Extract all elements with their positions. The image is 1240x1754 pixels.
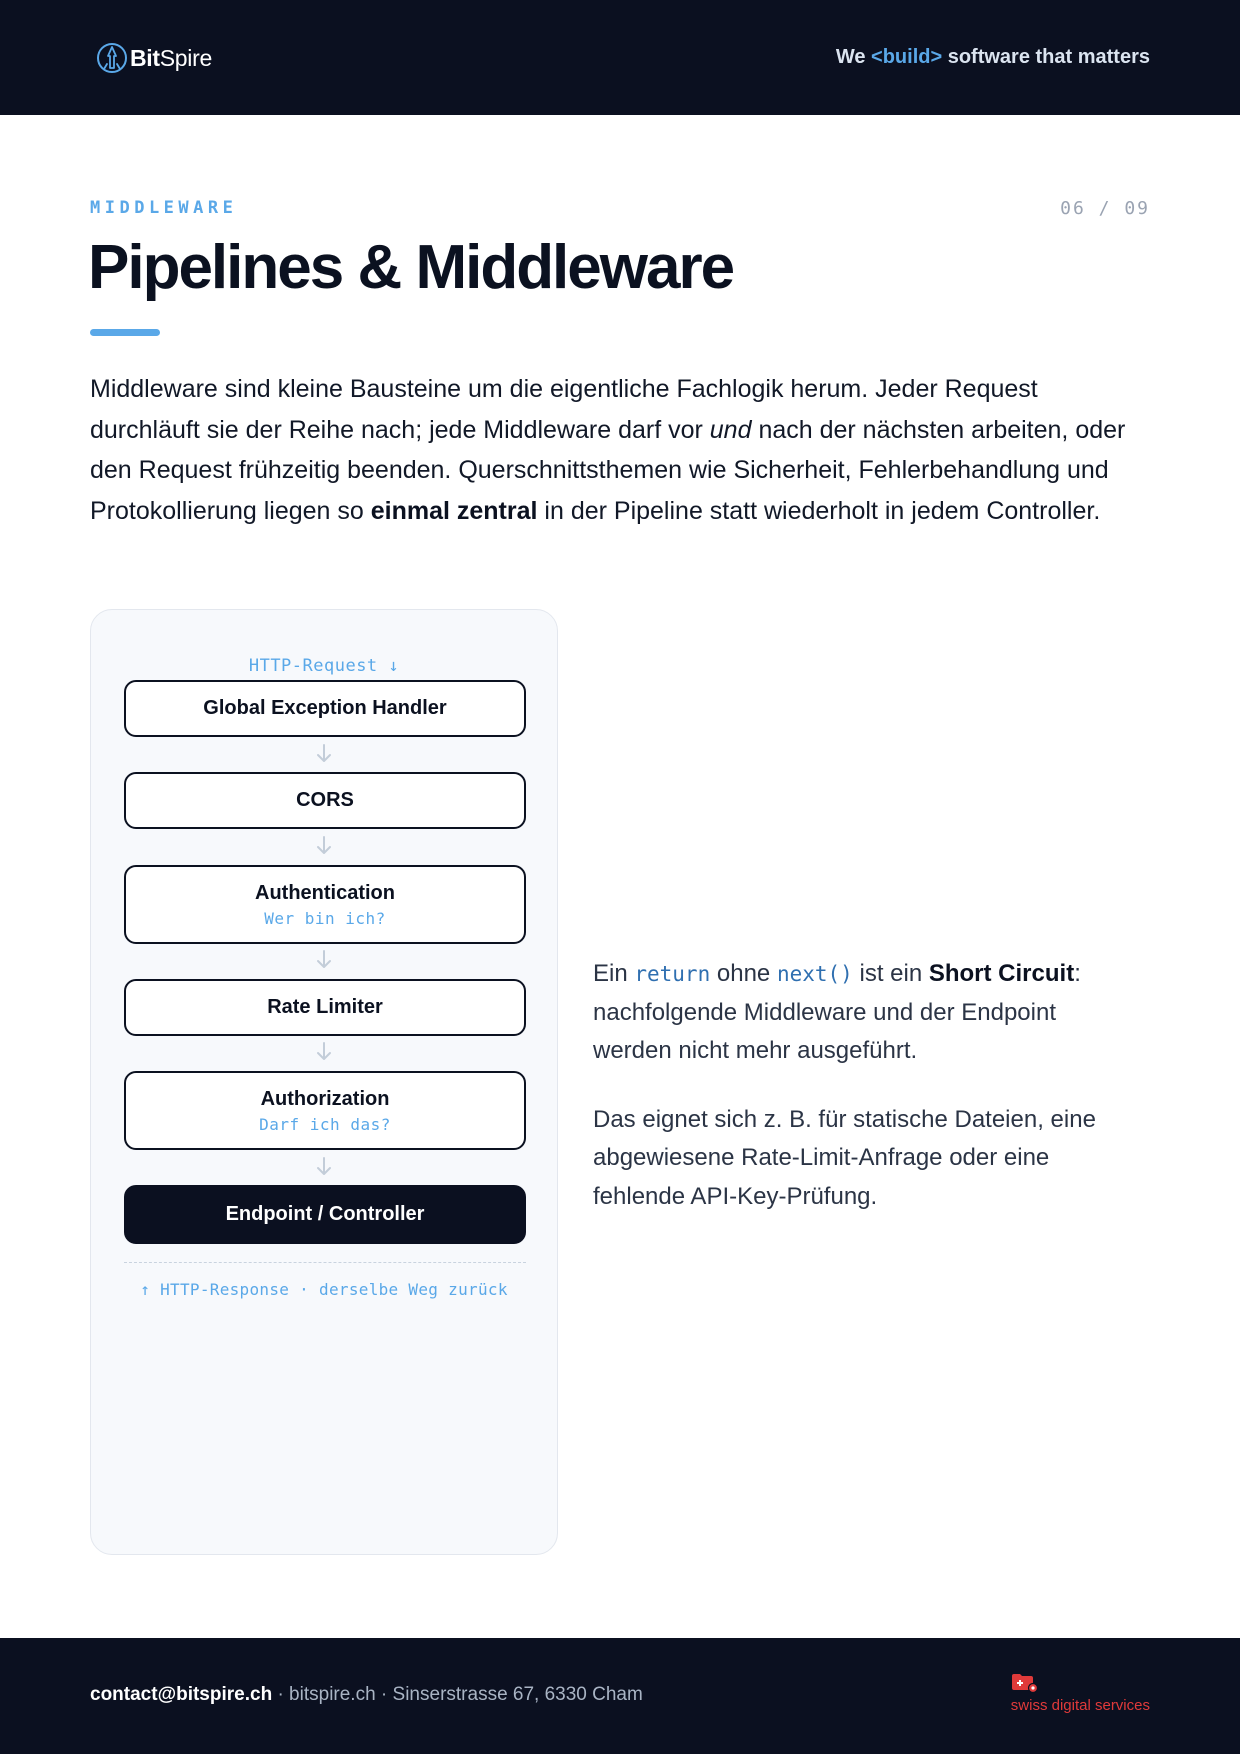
tagline: We <build> software that matters (835, 46, 1150, 68)
down-arrow-icon (91, 835, 557, 857)
use-cases-paragraph: Das eignet sich z. B. für statische Dateien, eine abgewiesene Rate-Limit-Anfrage oder eine fehlende API-Key-Prüfung. (593, 1105, 1096, 1210)
down-arrow-icon (91, 949, 557, 971)
pipeline-diagram (90, 609, 558, 1555)
request-label: HTTP-Request ↓ (248, 656, 400, 676)
title-underline (90, 329, 160, 336)
stage-authorization: Authorization Darf ich das? (124, 1071, 526, 1150)
short-circuit-paragraph: Ein return ohne next() ist ein Short Circuit: nachfolgende Middleware und der Endpoint werden nicht mehr ausgeführt. (593, 960, 1081, 1064)
response-divider (124, 1262, 526, 1263)
footer-contact: contact@bitspire.ch · bitspire.ch · Sinserstrasse 67, 6330 Cham (90, 1684, 643, 1705)
intro-paragraph: Middleware sind kleine Bausteine um die eigentliche Fachlogik herum. Jeder Request durchläuft sie der Reihe nach; jede Middleware darf vor und nach der nächsten arbeiten, oder den Request frühzeitig beenden. Querschnittsthemen wie Sicherheit, Fehlerbehandlung und Protokollierung liegen so einmal zentral in der Pipeline statt wiederholt in jedem Controller. (90, 375, 1126, 525)
logo-wordmark: BitSpire (130, 44, 212, 71)
rocket-logo-icon (96, 42, 128, 74)
swiss-folder-icon (1011, 1672, 1039, 1694)
section-eyebrow: MIDDLEWARE (90, 198, 238, 218)
page-title: Pipelines & Middleware (88, 233, 734, 302)
header (0, 0, 1240, 115)
logo[interactable] (96, 42, 212, 74)
stage-cors: CORS (124, 772, 526, 829)
contact-email-link[interactable]: contact@bitspire.ch (90, 1684, 273, 1705)
stage-global-exception-handler: Global Exception Handler (124, 680, 526, 737)
side-notes (593, 955, 1133, 1216)
swiss-digital-services-badge: swiss digital services (1011, 1672, 1150, 1714)
page-number: 06 / 09 (1060, 198, 1150, 219)
down-arrow-icon (91, 743, 557, 765)
response-label: ↑ HTTP-Response · derselbe Weg zurück (140, 1280, 508, 1299)
down-arrow-icon (91, 1041, 557, 1063)
stage-authentication: Authentication Wer bin ich? (124, 865, 526, 944)
down-arrow-icon (91, 1156, 557, 1178)
footer (0, 1638, 1240, 1754)
stage-rate-limiter: Rate Limiter (124, 979, 526, 1036)
stage-endpoint-controller: Endpoint / Controller (124, 1185, 526, 1244)
